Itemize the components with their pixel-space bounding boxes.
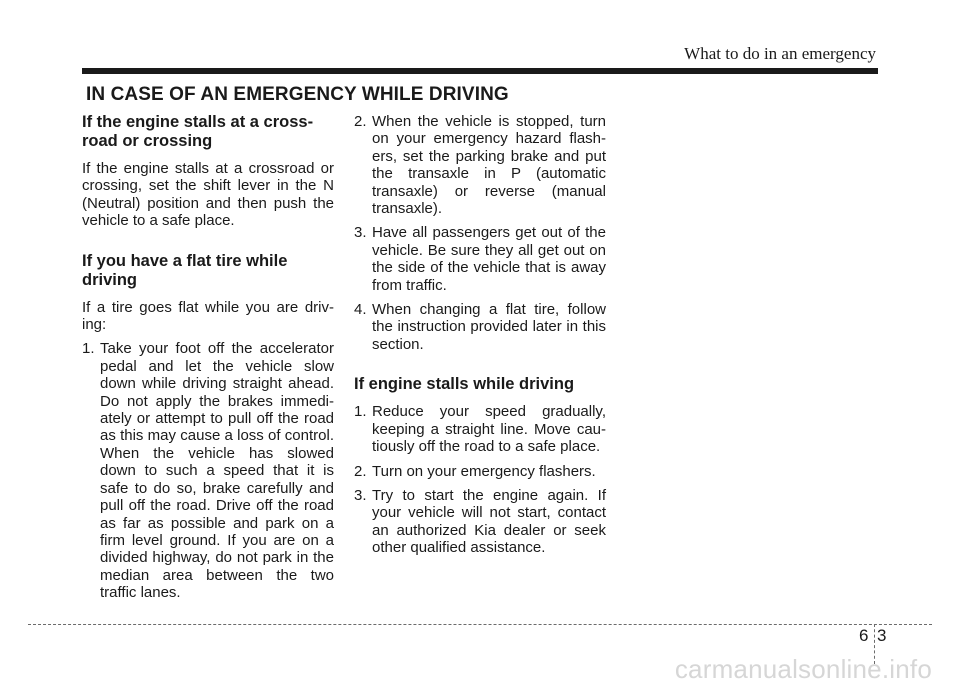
step-number: 3.: [354, 486, 367, 504]
heading-engine-stalls-crossing: If the engine stalls at a cross-road or crossing: [82, 113, 314, 150]
list-item: [354, 403, 606, 455]
list-item: [354, 113, 606, 217]
step-number: 1.: [354, 403, 367, 421]
step-number: 1.: [82, 340, 95, 358]
page-number: [845, 624, 895, 654]
page-number-value: 3: [877, 626, 887, 645]
footer-rule: [28, 624, 932, 625]
heading-flat-tire: If you have a flat tire while driving: [82, 251, 288, 289]
step-text: Try to start the engine again. If your vehicle will not start, contact an authorized Kia dealer or seek other qualified assistance.: [372, 486, 606, 557]
step-text: Have all passengers get out of the vehicle. Be sure they all get out on the side of the vehicle that is away from traffic.: [372, 224, 606, 294]
step-text: Reduce your speed gradually, keeping a straight line. Move cau-tiously off the road to a safe place.: [372, 403, 606, 456]
step-number: 2.: [354, 462, 367, 480]
header-rule: [82, 68, 878, 74]
list-item: [354, 224, 606, 294]
body-flat-tire-intro: If a tire goes flat while you are driv-ing:: [82, 298, 334, 334]
right-column: [354, 113, 606, 564]
watermark: carmanualsonline.info: [674, 654, 932, 684]
list-item: [82, 340, 334, 601]
step-text: Turn on your emergency flashers.: [372, 462, 596, 480]
list-item: [354, 487, 606, 557]
flat-tire-steps-list: [82, 340, 334, 601]
section-title: IN CASE OF AN EMERGENCY WHILE DRIVING: [86, 84, 509, 105]
heading-engine-stalls-driving: If engine stalls while driving: [354, 375, 575, 394]
body-engine-stalls-crossing: If the engine stalls at a crossroad or crossing, set the shift lever in the N (Neutral) position and then push the vehicle to a safe place.: [82, 160, 334, 230]
step-text: When changing a flat tire, follow the instruction provided later in this section.: [372, 301, 606, 353]
step-text: When the vehicle is stopped, turn on your emergency hazard flash-ers, set the parking brake and put the transaxle in P (automatic transaxle) or reverse (manual transaxle).: [372, 113, 606, 218]
left-column: [82, 113, 334, 609]
step-text: Take your foot off the accelerator pedal and let the vehicle slow down while driving straight ahead. Do not apply the brakes immedi-ately or attempt to pull off the road as this may cause a loss of control. When the vehicle has slowed down to such a speed that it is safe to do so, brake carefully and pull off the road. Drive off the road as far as possible and park on a firm level ground. If you are on a divided highway, do not park in the median area between the two traffic lanes.: [100, 340, 334, 602]
chapter-number: 6: [859, 626, 869, 645]
list-item: [354, 463, 606, 480]
engine-stalls-steps-list: [354, 403, 606, 556]
step-number: 4.: [354, 301, 367, 319]
running-title: What to do in an emergency: [684, 44, 876, 63]
step-number: 2.: [354, 113, 367, 130]
list-item: [354, 301, 606, 353]
step-number: 3.: [354, 224, 367, 242]
flat-tire-steps-continued: [354, 113, 606, 353]
